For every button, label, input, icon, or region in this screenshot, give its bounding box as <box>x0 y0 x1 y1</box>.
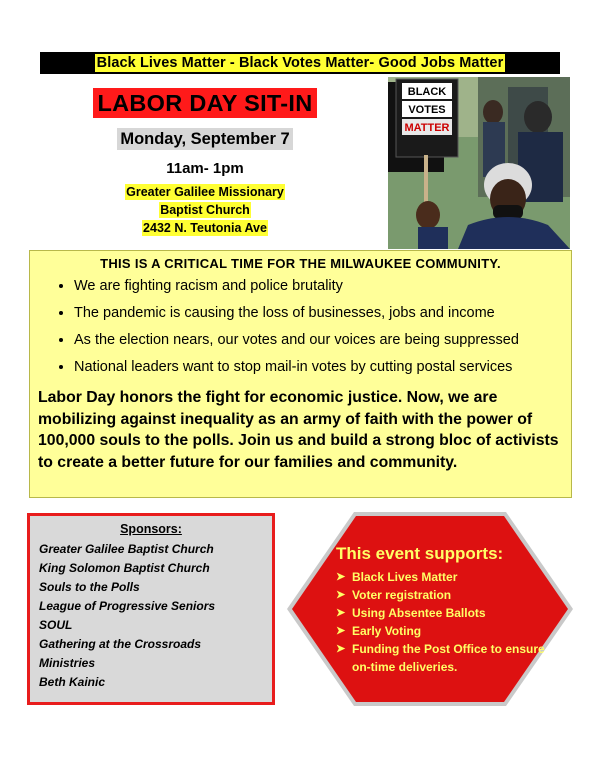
critical-bullet: • The pandemic is causing the loss of businesses, jobs and income <box>74 300 568 327</box>
supports-item-text: Early Voting <box>352 624 422 638</box>
labor-day-paragraph: Labor Day honors the fight for economic justice. Now, we are mobilizing against inequality as an army of faith with the power of 100,000 souls to the polls. Join us and build a strong bloc of activists to create a better future for our families and community. <box>38 389 559 471</box>
event-date: Monday, September 7 <box>117 128 292 150</box>
critical-bullet: • We are fighting racism and police brutality <box>74 273 568 300</box>
sponsors-title: Sponsors: <box>120 522 182 536</box>
location-line-3-text: 2432 N. Teutonia Ave <box>143 221 267 235</box>
sign-line-1: BLACK <box>407 86 447 98</box>
arrow-bullet-icon: ➤ <box>336 643 346 655</box>
banner-text: Black Lives Matter - Black Votes Matter- Good Jobs Matter <box>96 55 504 71</box>
sponsor-item: Beth Kainic <box>39 675 106 689</box>
supports-item <box>330 604 560 622</box>
arrow-bullet-icon: ➤ <box>336 571 346 583</box>
sign-line-2: VOTES <box>408 104 446 116</box>
event-date-wrap <box>60 128 350 150</box>
location-line-1 <box>60 183 350 201</box>
critical-bullet: • As the election nears, our votes and our voices are being suppressed <box>74 327 568 354</box>
sponsor-item: Ministries <box>39 656 96 670</box>
location-line-3 <box>60 219 350 237</box>
supports-item <box>330 586 560 604</box>
sponsor-item: League of Progressive Seniors <box>39 599 216 613</box>
arrow-bullet-icon: ➤ <box>336 625 346 637</box>
supports-item-text: Using Absentee Ballots <box>352 606 486 620</box>
sponsor-item: SOUL <box>39 618 73 632</box>
protest-photo-graphic <box>388 77 570 249</box>
arrow-bullet-icon: ➤ <box>336 589 346 601</box>
protest-photo <box>388 77 570 249</box>
critical-bullet: • National leaders want to stop mail-in votes by cutting postal services <box>74 354 568 381</box>
supports-content <box>330 544 560 676</box>
critical-time-box <box>29 250 572 498</box>
supports-item <box>330 640 560 676</box>
location-line-2 <box>60 201 350 219</box>
supports-item <box>330 622 560 640</box>
location-line-1-text: Greater Galilee Missionary <box>126 185 284 199</box>
location-line-2-text: Baptist Church <box>160 203 250 217</box>
event-time: 11am- 1pm <box>166 160 244 177</box>
sponsor-item: King Solomon Baptist Church <box>39 561 210 575</box>
supports-item-text: Funding the Post Office to ensure on-time deliveries. <box>352 642 545 674</box>
top-banner <box>40 52 560 74</box>
sponsor-item: Greater Galilee Baptist Church <box>39 542 214 556</box>
sponsors-box <box>27 513 275 705</box>
event-title: LABOR DAY SIT-IN <box>93 88 316 118</box>
supports-title: This event supports: <box>336 544 504 563</box>
critical-bullet-list <box>48 273 568 381</box>
sponsor-item: Gathering at the Crossroads <box>39 637 202 651</box>
supports-item-text: Black Lives Matter <box>352 570 458 584</box>
critical-heading: THIS IS A CRITICAL TIME FOR THE MILWAUKEE COMMUNITY. <box>100 256 501 271</box>
supports-item <box>330 568 560 586</box>
arrow-bullet-icon: ➤ <box>336 607 346 619</box>
sign-line-3: MATTER <box>404 122 450 134</box>
event-title-wrap <box>60 88 350 118</box>
supports-item-text: Voter registration <box>352 588 452 602</box>
sponsor-item: Souls to the Polls <box>39 580 140 594</box>
